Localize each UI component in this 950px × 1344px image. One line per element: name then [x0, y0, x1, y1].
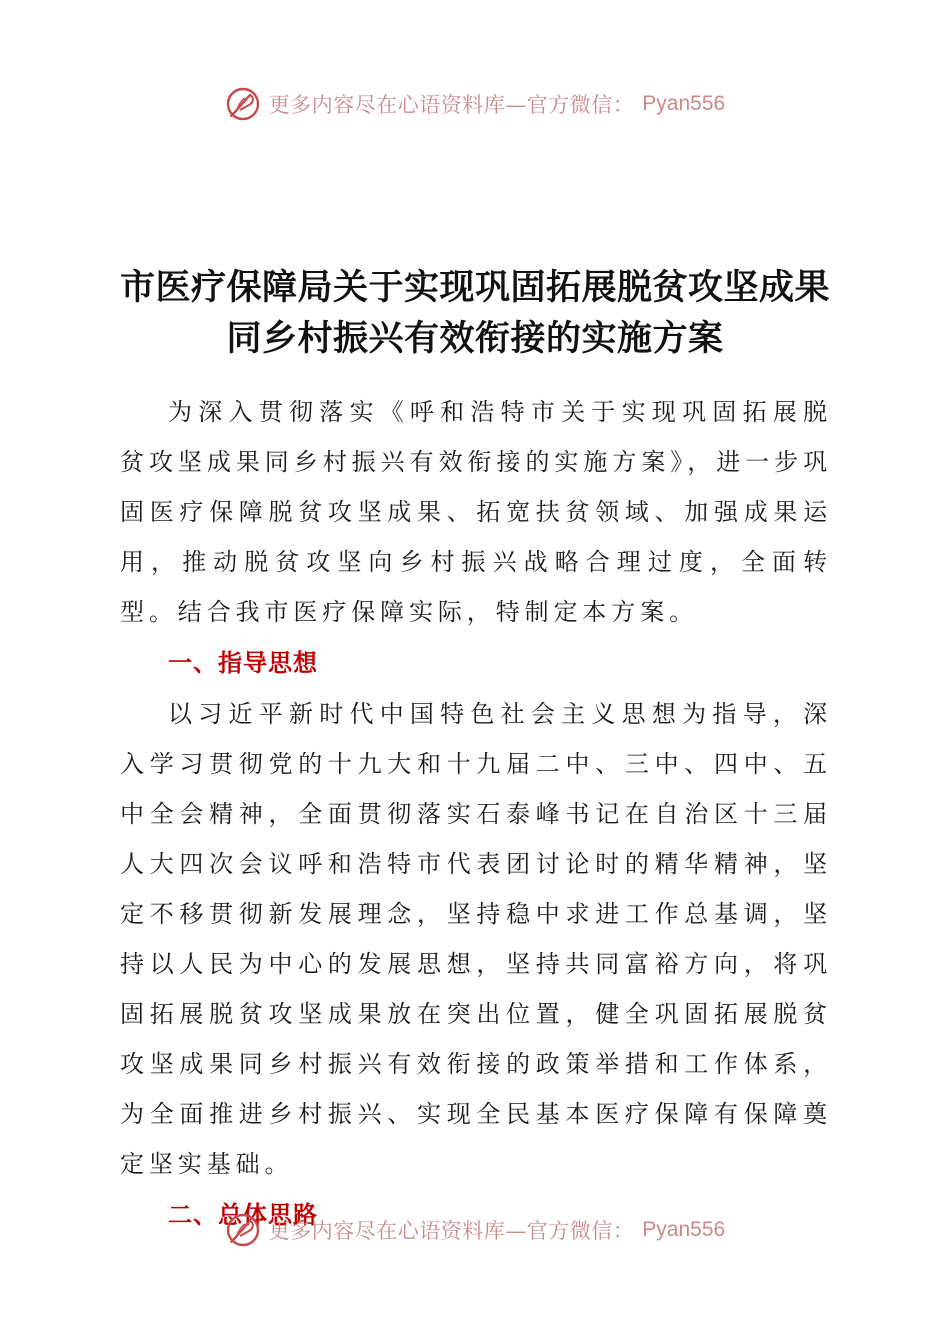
section-paragraph-guiding-ideology: 以习近平新时代中国特色社会主义思想为指导，深入学习贯彻党的十九大和十九届二中、三中、四中、五中全会精神，全面贯彻落实石泰峰书记在自治区十三届人大四次会议呼和浩特市代表团讨论时的精华精神，坚定不移贯彻新发展理念，坚持稳中求进工作总基调，坚持以人民为中心的发展思想，坚持共同富裕方向，将巩固拓展脱贫攻坚成果放在突出位置，健全巩固拓展脱贫攻坚成果同乡村振兴有效衔接的政策举措和工作体系，为全面推进乡村振兴、实现全民基本医疗保障有保障奠定坚实基础。 — [120, 700, 832, 1178]
document-body — [120, 387, 832, 1241]
quill-pen-circle-icon — [225, 86, 261, 122]
section-heading-overall-approach: 二、总体思路 — [168, 1202, 318, 1229]
title-line-2: 同乡村振兴有效衔接的实施方案 — [226, 318, 724, 359]
section-heading-guiding-ideology: 一、指导思想 — [168, 650, 318, 677]
watermark-wechat-id: Pyan556 — [642, 1218, 726, 1241]
watermark-text: 更多内容尽在心语资料库—官方微信： — [268, 93, 635, 117]
watermark-wechat-id: Pyan556 — [642, 92, 726, 115]
quill-pen-circle-icon — [225, 1212, 261, 1248]
intro-paragraph: 为深入贯彻落实《呼和浩特市关于实现巩固拓展脱贫攻坚成果同乡村振兴有效衔接的实施方案》，进一步巩固医疗保障脱贫攻坚成果、拓宽扶贫领域、加强成果运用，推动脱贫攻坚向乡村振兴战略合理过度，全面转型。结合我市医疗保障实际，特制定本方案。 — [120, 398, 832, 626]
document-title — [0, 262, 950, 364]
watermark-text: 更多内容尽在心语资料库—官方微信： — [268, 1219, 635, 1243]
watermark-banner-top — [0, 82, 950, 126]
title-line-1: 市医疗保障局关于实现巩固拓展脱贫攻坚成果 — [119, 267, 830, 308]
watermark-banner-bottom — [0, 1208, 950, 1252]
